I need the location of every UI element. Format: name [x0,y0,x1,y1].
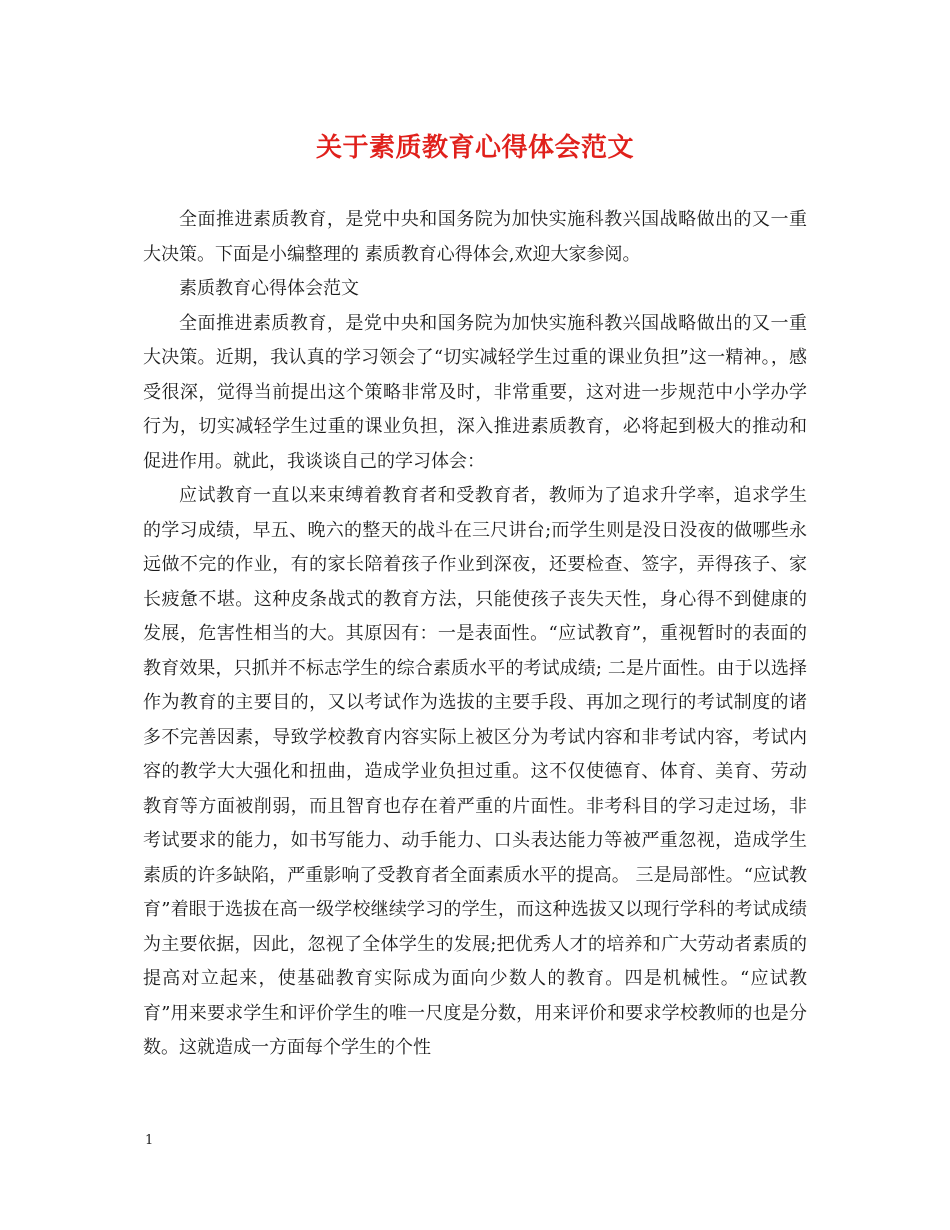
document-body [143,203,807,1066]
page-number: 1 [145,1133,154,1148]
body-paragraph: 全面推进素质教育，是党中央和国务院为加快实施科教兴国战略做出的又一重大决策。近期，我认真的学习领会了“切实减轻学生过重的课业负担”这一精神。，感受很深，觉得当前提出这个策略非常及时，非常重要，这对进一步规范中小学办学行为，切实减轻学生过重的课业负担，深入推进素质教育，必将起到极大的推动和促进作用。就此，我谈谈自己的学习体会： [143,312,807,472]
section-heading: 素质教育心得体会范文 [179,278,359,299]
document-title: 关于素质教育心得体会范文 [315,133,634,163]
intro-paragraph: 全面推进素质教育，是党中央和国务院为加快实施科教兴国战略做出的又一重大决策。下面是小编整理的 素质教育心得体会,欢迎大家参阅。 [143,209,807,265]
body-paragraph: 应试教育一直以来束缚着教育者和受教育者，教师为了追求升学率，追求学生的学习成绩，早五、晚六的整天的战斗在三尺讲台;而学生则是没日没夜的做哪些永远做不完的作业，有的家长陪着孩子作业到深夜，还要检查、签字，弄得孩子、家长疲惫不堪。这种皮条战式的教育方法，只能使孩子丧失天性，身心得不到健康的发展，危害性相当的大。其原因有：一是表面性。“应试教育”，重视暂时的表面的教育效果，只抓并不标志学生的综合素质水平的考试成绩; 二是片面性。由于以选择作为教育的主要目的，又以考试作为选拔的主要手段、再加之现行的考试制度的诸多不完善因素，导致学校教育内容实际上被区分为考试内容和非考试内容，考试内容的教学大大强化和扭曲，造成学业负担过重。这不仅使德育、体育、美育、劳动教育等方面被削弱，而且智育也存在着严重的片面性。非考科目的学习走过场，非考试要求的能力，如书写能力、动手能力、口头表达能力等被严重忽视，造成学生素质的许多缺陷，严重影响了受教育者全面素质水平的提高。 三是局部性。“应试教育”着眼于选拔在高一级学校继续学习的学生，而这种选拔又以现行学科的考试成绩为主要依据，因此，忽视了全体学生的发展;把优秀人才的培养和广大劳动者素质的提高对立起来，使基础教育实际成为面向少数人的教育。四是机械性。“应试教育”用来要求学生和评价学生的唯一尺度是分数，用来评价和要求学校教师的也是分数。这就造成一方面每个学生的个性 [143,485,807,1058]
